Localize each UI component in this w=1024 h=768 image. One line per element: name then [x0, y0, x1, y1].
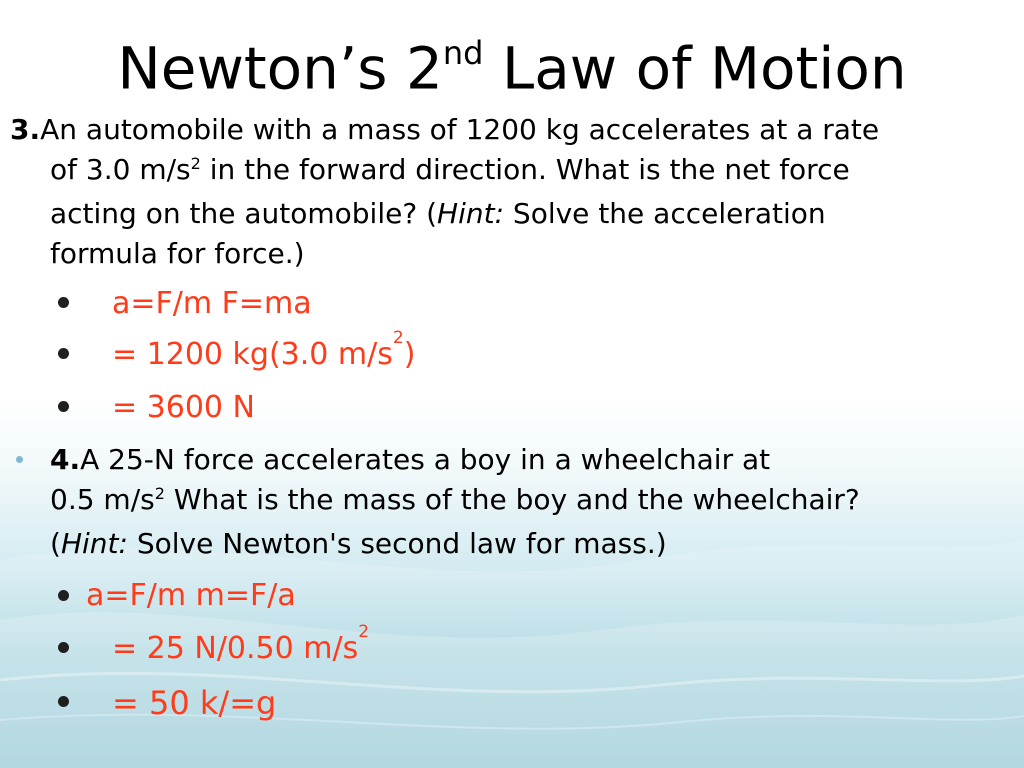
hint-label: Hint:	[437, 197, 505, 230]
question-number: 4.	[50, 443, 81, 476]
bullet-dot	[58, 590, 69, 601]
answer-text: a=F/m F=ma	[112, 286, 312, 321]
hint-label: Hint:	[60, 527, 128, 560]
answer-text: = 1200 kg(3.0 m/s	[112, 337, 393, 372]
bullet-dot	[58, 348, 69, 359]
bullet-dot-accent	[16, 456, 23, 463]
bullet-dot	[58, 297, 69, 308]
superscript: 2	[154, 484, 165, 503]
answer-text: = 50 k/=g	[112, 684, 277, 722]
answer-text: = 3600 N	[112, 390, 255, 425]
answer-line	[112, 328, 416, 372]
bullet-dot	[58, 401, 69, 412]
title-text-rest: Law of Motion	[483, 34, 907, 103]
question-number: 3.	[10, 113, 41, 146]
answer-line	[112, 684, 276, 722]
bullet-dot	[58, 696, 69, 707]
answer-line	[86, 578, 296, 613]
superscript: 2	[392, 328, 404, 348]
bullet-dot	[58, 642, 69, 653]
question-text: (	[50, 527, 61, 560]
question-4	[50, 440, 860, 564]
answer-line	[112, 622, 370, 666]
title-text: Newton’s 2	[117, 34, 443, 103]
answer-text: )	[403, 337, 416, 372]
question-text: of 3.0 m/s	[50, 153, 191, 186]
question-text: 0.5 m/s	[50, 483, 155, 516]
question-text: Solve Newton's second law for mass.)	[127, 527, 667, 560]
answer-line	[112, 390, 255, 425]
question-text: A 25-N force accelerates a boy in a wheelchair at	[80, 443, 771, 476]
question-text: formula for force.)	[50, 237, 305, 270]
question-text: An automobile with a mass of 1200 kg accelerates at a rate	[40, 113, 880, 146]
answer-text: a=F/m m=F/a	[86, 578, 296, 613]
question-text: acting on the automobile? (	[50, 197, 438, 230]
superscript: 2	[358, 622, 370, 642]
answer-line	[112, 286, 312, 321]
answer-text: = 25 N/0.50 m/s	[112, 631, 359, 666]
slide-title	[0, 22, 1024, 103]
superscript: 2	[190, 154, 201, 173]
question-text: Solve the acceleration	[504, 197, 826, 230]
title-superscript: nd	[442, 34, 484, 72]
question-3	[10, 110, 879, 274]
question-text: What is the mass of the boy and the wheelchair?	[164, 483, 860, 516]
question-text: in the forward direction. What is the net force	[200, 153, 850, 186]
